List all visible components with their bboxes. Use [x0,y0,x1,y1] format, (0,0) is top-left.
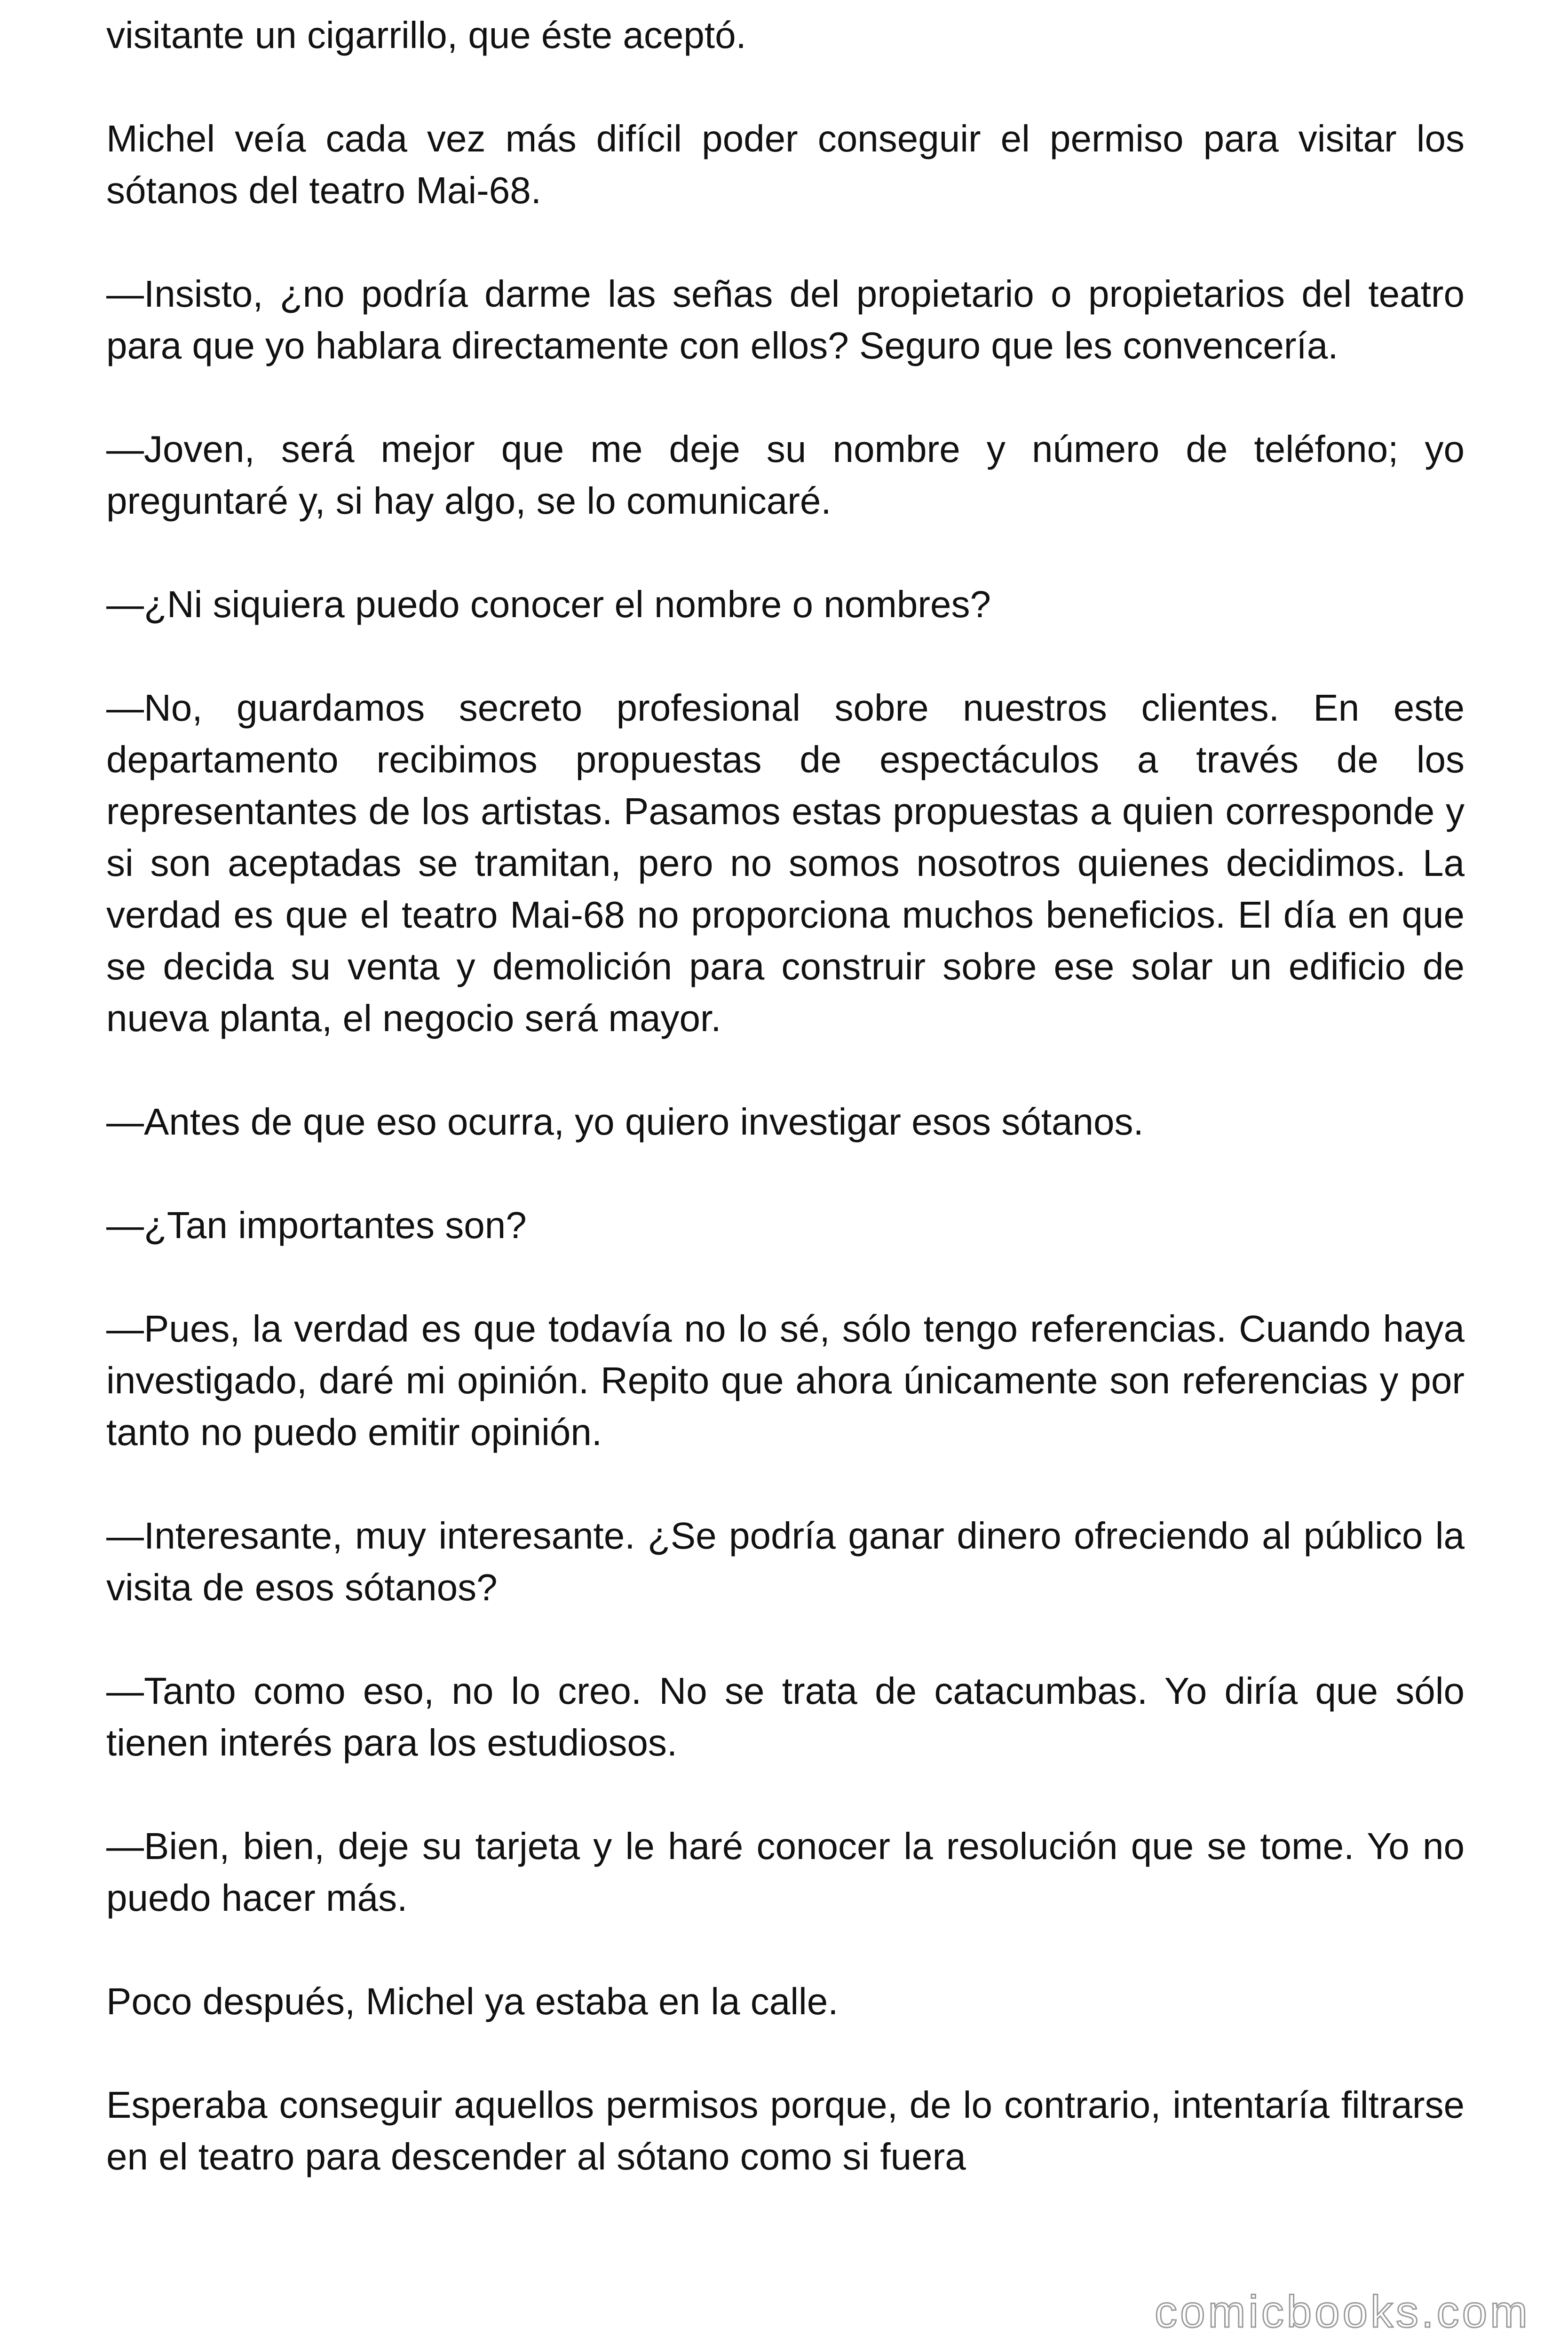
paragraph: —¿Ni siquiera puedo conocer el nombre o nombres? [106,583,991,625]
paragraph: —Interesante, muy interesante. ¿Se podría ganar dinero ofreciendo al público la visita de esos sótanos? [106,1515,1465,1608]
paragraph: —Tanto como eso, no lo creo. No se trata de catacumbas. Yo diría que sólo tienen interés para los estudiosos. [106,1670,1465,1764]
paragraph: Esperaba conseguir aquellos permisos porque, de lo contrario, intentaría filtrarse en el teatro para descender al sótano como si fuera [106,2084,1465,2177]
document-page [106,9,1465,2234]
paragraph: visitante un cigarrillo, que éste aceptó. [106,14,746,56]
paragraph: —Insisto, ¿no podría darme las señas del propietario o propietarios del teatro para que yo hablara directamente con ellos? Seguro que les convencería. [106,273,1465,366]
paragraph: —Pues, la verdad es que todavía no lo sé, sólo tengo referencias. Cuando haya investigado, daré mi opinión. Repito que ahora únicamente son referencias y por tanto no puedo emitir opinión. [106,1308,1465,1453]
paragraph: —Joven, será mejor que me deje su nombre y número de teléfono; yo preguntaré y, si hay algo, se lo comunicaré. [106,428,1465,522]
paragraph: —No, guardamos secreto profesional sobre nuestros clientes. En este departamento recibimos propuestas de espectáculos a través de los representantes de los artistas. Pasamos estas propuestas a quien corresponde y si son aceptadas se tramitan, pero no somos nosotros quienes decidimos. La verdad es que el teatro Mai-68 no proporciona muchos beneficios. El día en que se decida su venta y demolición para construir sobre ese solar un edificio de nueva planta, el negocio será mayor. [106,687,1465,1039]
paragraph: —Bien, bien, deje su tarjeta y le haré conocer la resolución que se tome. Yo no puedo hacer más. [106,1825,1465,1919]
paragraph: Michel veía cada vez más difícil poder conseguir el permiso para visitar los sótanos del teatro Mai-68. [106,118,1465,211]
paragraph: Poco después, Michel ya estaba en la calle. [106,1980,839,2022]
paragraph: —Antes de que eso ocurra, yo quiero investigar esos sótanos. [106,1101,1144,1143]
watermark: comicbooks.com [1155,2287,1530,2337]
paragraph: —¿Tan importantes son? [106,1204,527,1246]
